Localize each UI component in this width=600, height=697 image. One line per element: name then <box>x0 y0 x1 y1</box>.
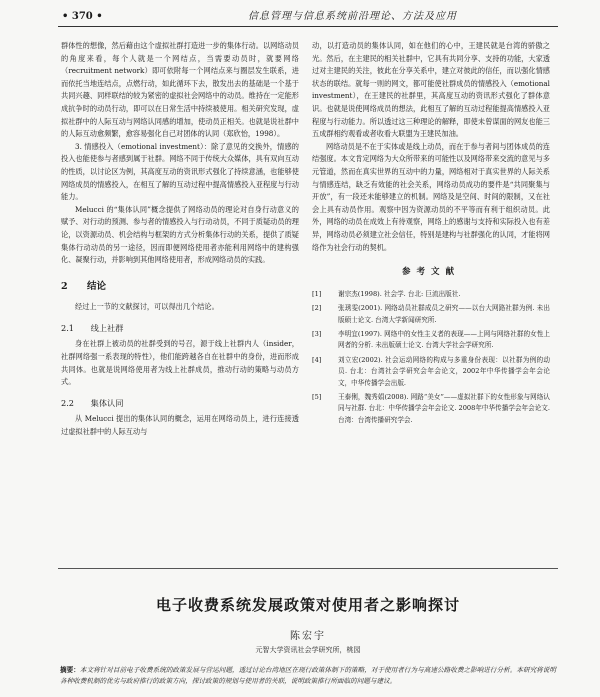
reference-item: [4] 刘立宏(2002). 社会运动网络的构成与多重身份表现：以社群为例的动员. 台北：台湾社会学研究会年会论文，2002年中华传播学会年会论文，中华传播学会出版. <box>312 355 550 387</box>
subsection-number: 2.2 <box>61 397 75 408</box>
subsection-title: 集体认同 <box>90 397 124 408</box>
body-paragraph: Melucci 的“集体认同”概念提供了网络动员的理论对自身行动意义的赋予、对行动的预测、参与者的情感投入与行动动员，不同于质疑动员的理论，以资源动员、机会结构与框架的方式分析集体行动的关系，提供了质疑集体行动动员的另一途径，因而即便网络使用者亦能利用网络中的建构强化、凝聚行动，并影响到其他网络使用者，形成网络动员的实践。 <box>61 204 299 265</box>
reference-item: [3] 李明宜(1997). 网络中的女性主义者的表现——上网与网络社群的女性上网者的分析. 未出版硕士论文. 台湾大学社会学研究所. <box>312 329 550 350</box>
article-title: 电子收费系统发展政策对使用者之影响探讨 <box>155 596 460 614</box>
section-number: 2 <box>61 280 68 292</box>
reference-item: [2] 张琇雯(2001). 网络动员社群成员之研究——以台大网路社群为例. 未出版硕士论文. 台湾大学新闻研究所. <box>312 304 550 324</box>
left-column <box>61 40 299 439</box>
running-header <box>58 8 558 27</box>
running-title: 信息管理与信息系统前沿理论、方法及应用 <box>248 11 457 22</box>
references-heading: 参考文献 <box>401 267 460 278</box>
subsection-title: 线上社群 <box>90 322 124 333</box>
body-paragraph: 群体性的想像，然后藉由这个虚拟社群打造进一步的集体行动。以网络动员的角度来看，每个人就是一个网结点，当需要动员时，就要网络（recruitment network）即可依附每一个网结点来与圈层发生联系，进而依托当地连结点，点燃行动，如此循环下去，散发出去的基础是一个基于共同兴趣、同样联结的较为紧密的虚拟社会网络中的动员。维持在一定能形成抗争时的动员行动，即可以在日常生活中持续被使用。相关研究发现，虚拟社群中的人际互动与网络认同感的增加，使动员正相关。也就是说社群中的人际互动愈频繁，愈容易强化自己对团体的认同（郑欣怡，1998）。 <box>61 41 299 139</box>
section-heading <box>61 281 299 294</box>
reference-item: [5] 王泰俐，魏秀娟(2008). 网路“美女”——虚拟社群下的女性形象与网络认同与社群. 台北：中华传播学会年会论文. 2008年中华传播学会年会论文. 台湾：台湾传播研究学会. <box>312 392 550 424</box>
abstract-label: 摘要： <box>60 666 80 674</box>
body-paragraph: 3. 情感投入（emotional investment）：除了意见的交换外，情感的投入也能使参与者感到属于社群。网络不同于传统大众媒体，具有双向互动的性质，以讨论区为例，其高度互动的资讯形式强化了持续意涵，也能够使网络成员的情感投入，在相互了解的互动过程中提高情感投入亚程度与行动能力。 <box>61 141 299 202</box>
body-paragraph: 动，以打造动员的集体认同，如在他们的心中，王建民就是台湾的骄傲之光。然后，在主建民的相关社群中，它具有共同分享、支持的功能，大家透过对主建民的关注，彼此在分享关系中，建立对彼此的信任，而以强化情感状态的联结。就每一则的网文，都可能使社群成员的情感投入（emotional investment），在王建民的社群里，其高度互动的资讯形式强化了群体意识。也就是说使网络成员的想法，此相互了解的互动过程能提高情感投入亚程度与行动能力。所以透过这三种理论的解释，即使未曾谋面的网友也能三五成群相约观看或者收看大联盟为王建民加油。 <box>312 41 550 139</box>
subsection-number: 2.1 <box>61 322 75 333</box>
article-affiliation: 元智大学资讯社会学研究所，桃园 <box>255 646 361 654</box>
reference-list <box>312 289 550 426</box>
section-title: 结论 <box>86 280 106 292</box>
subsection-heading <box>61 322 299 335</box>
reference-item: [1] 谢宗杰(1998). 社会学. 台北: 巨流出版社. <box>312 289 461 298</box>
section-intro: 经过上一节的文献探讨，可以得出几个结论。 <box>75 302 219 312</box>
article-author: 陈宏宇 <box>290 631 326 642</box>
body-paragraph: 网络动员是不在于实体或是线上动员，而在于参与者间与团体成员的连结强度。本文肯定网络为大众所带来的可能性以及网络带来交流的意见与多元管道，然而在真实世界的互动中的力量，网络相对于真实世界的人际关系与情感连结，缺乏有效能的社会关系，网络动员成功的要件是“共同聚集与开放”，有一段还未能够建立的机制。网络及是空间、时间的限制，又在社会上具有动员作用。观察中因为资源动员的不平等而有利于组织动员。此外，网络的动员在成效上有待观察，网络上的感谢与支持和实际投入也有差异，网络动员必须建立社会信任，特别是建构与社群强化的认同，才能将网络作为社会行动的契机。 <box>312 141 550 252</box>
abstract-text: 本文将针对目前电子收费系统的政策发展与营运问题，透过讨论台湾地区在现行政策体制下的策略，对于使用者行为与高速公路收费之影响进行分析。本研究将说明各种收费机制的优劣与政府推行的政策方向，探讨政策的规划与使用者的关联，说明政策推行所面临的问题与建议。 <box>60 666 556 685</box>
body-paragraph: 身在社群上被动员的社群受到的号召，源于线上社群内人（insider，社群网络强一系表现的特性），他们能跨越各自在社群中的身份，进而形成共同体。也就是说网络使用者为线上社群成员，推动行动的策略与动员方式。 <box>61 339 299 387</box>
subsection-heading <box>61 397 299 410</box>
right-column <box>312 40 550 429</box>
article-divider <box>58 568 558 569</box>
article-abstract <box>60 665 556 687</box>
page-number: • 370 • <box>62 11 103 22</box>
body-paragraph: 从 Melucci 提出的集体认同的概念，运用在网络动员上，进行连接透过虚拟社群中的人际互动与 <box>61 414 299 437</box>
